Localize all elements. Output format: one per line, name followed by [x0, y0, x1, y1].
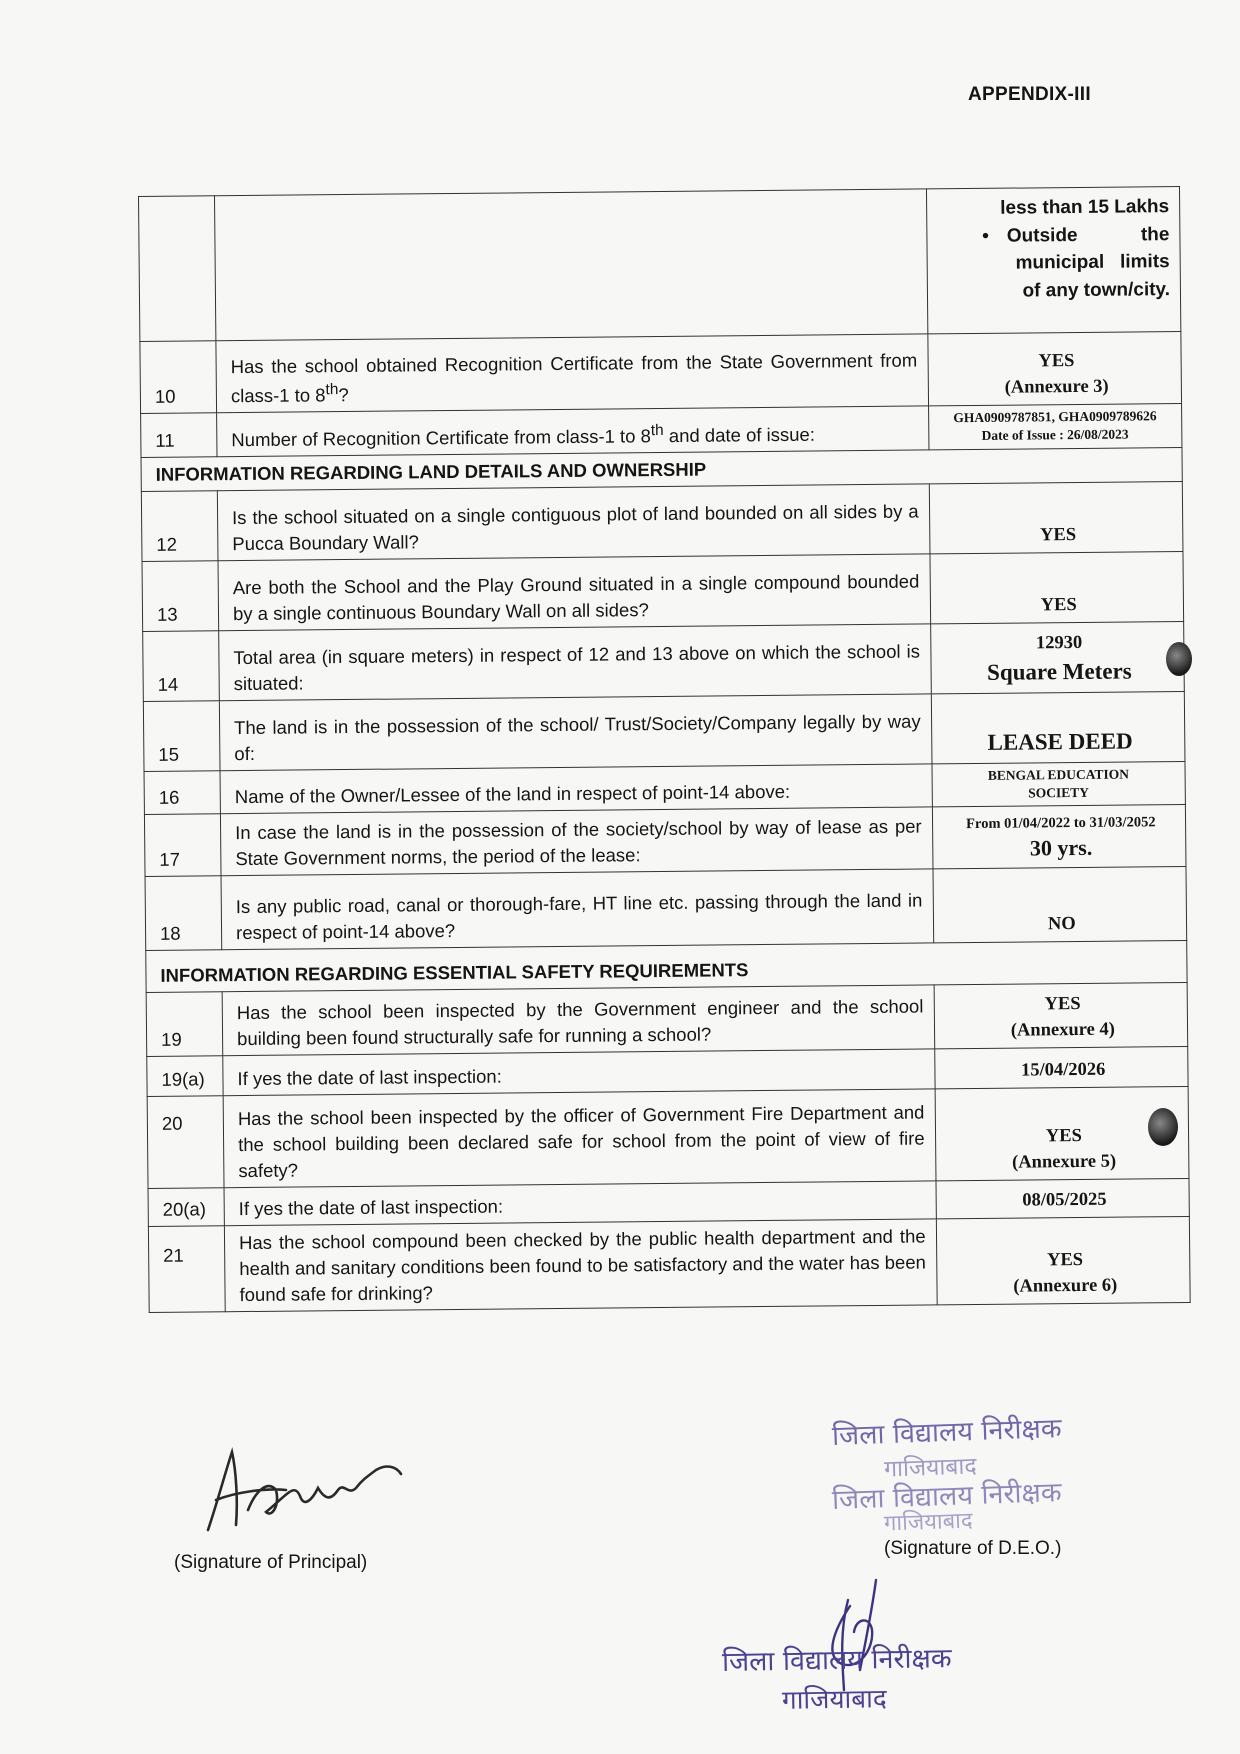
question: Has the school obtained Recognition Certificate from the State Government from class-1 to 8th?: [216, 334, 928, 413]
question: Total area (in square meters) in respect of 12 and 13 above on which the school is situated:: [219, 624, 931, 701]
answer: YES (Annexure 3): [927, 332, 1181, 406]
deo-signature-label: (Signature of D.E.O.): [884, 1538, 1062, 1559]
row-number: 13: [142, 560, 219, 631]
row-number: 20: [147, 1096, 224, 1189]
question: The land is in the possession of the school/ Trust/Society/Company legally by way of:: [219, 694, 931, 771]
deo-stamp-line: गाजियाबाद: [781, 1684, 887, 1716]
continued-row: [139, 187, 1181, 342]
row-12: [141, 481, 1183, 561]
row-15: [143, 691, 1185, 771]
question: Has the school been inspected by the officer of Government Fire Department and the school building been declared safe for school from the point of view of fire safety?: [223, 1089, 935, 1188]
row-number: 20(a): [148, 1188, 224, 1227]
row-number: 16: [144, 770, 220, 814]
answer: 12930 Square Meters: [930, 621, 1184, 693]
row-number: 11: [141, 413, 217, 457]
row-18: [145, 867, 1187, 951]
principal-signature-label: (Signature of Principal): [174, 1552, 368, 1573]
continued-answer-cell: less than 15 Lakhs • Outside the municipal limits of any town/city.: [926, 187, 1181, 335]
deo-stamp-line: जिला विद्यालय निरीक्षक: [721, 1642, 952, 1679]
row-10: [140, 332, 1182, 414]
question: Is any public road, canal or thorough-fare, HT line etc. passing through the land in respect of point-14 above?: [221, 869, 933, 950]
row-number: 14: [143, 630, 220, 701]
deo-stamp-line: गाजियाबाद: [883, 1508, 973, 1537]
question: Are both the School and the Play Ground situated in a single compound bounded by a single continuous Boundary Wall on all sides?: [218, 554, 930, 631]
answer: BENGAL EDUCATION SOCIETY: [932, 761, 1186, 807]
row-number: 21: [148, 1226, 225, 1313]
row-20: [147, 1087, 1189, 1189]
answer: 08/05/2025: [936, 1179, 1190, 1219]
binder-hole-icon: [1148, 1108, 1178, 1146]
deo-stamp-line: जिला विद्यालय निरीक्षक: [831, 1413, 1063, 1452]
section-heading: INFORMATION REGARDING LAND DETAILS AND OWNERSHIP: [141, 447, 1182, 491]
row-14: [143, 621, 1185, 701]
deo-stamp-line: गाजियाबाद: [883, 1453, 978, 1483]
bullet-icon: •: [982, 225, 989, 247]
question: Number of Recognition Certificate from class-1 to 8th and date of issue:: [217, 406, 929, 456]
row-number: 12: [141, 490, 218, 561]
binder-hole-icon: [1166, 642, 1192, 676]
row-number: 15: [143, 700, 220, 771]
answer: GHA0909787851, GHA0909789626 Date of Issue : 26/08/2023: [928, 404, 1182, 450]
answer: LEASE DEED: [931, 691, 1185, 763]
row-number: 18: [145, 876, 222, 951]
section-heading: INFORMATION REGARDING ESSENTIAL SAFETY REQUIREMENTS: [146, 941, 1187, 993]
answer: From 01/04/2022 to 31/03/2052 30 yrs.: [932, 805, 1186, 869]
answer: NO: [933, 867, 1187, 943]
appendix-label: APPENDIX-III: [968, 84, 1091, 105]
deo-stamp-line: जिला विद्यालय निरीक्षक: [831, 1477, 1063, 1516]
information-table: [138, 186, 1191, 1313]
row-number: 19: [146, 992, 223, 1057]
answer: YES (Annexure 6): [936, 1217, 1190, 1305]
question: If yes the date of last inspection:: [224, 1181, 936, 1226]
answer: YES (Annexure 5): [935, 1087, 1189, 1181]
row-17: [144, 805, 1186, 877]
row-number: 10: [140, 341, 217, 414]
row-13: [142, 551, 1184, 631]
question: In case the land is in the possession of the society/school by way of lease as per State Government norms, the period of the lease:: [220, 807, 932, 876]
question: Name of the Owner/Lessee of the land in respect of point-14 above:: [220, 764, 932, 814]
question: If yes the date of last inspection:: [223, 1049, 935, 1096]
answer: YES: [929, 481, 1183, 553]
question: Is the school situated on a single contiguous plot of land bounded on all sides by a Pucca Boundary Wall?: [217, 484, 929, 561]
answer: YES: [930, 551, 1184, 623]
row-number: 17: [144, 814, 221, 877]
question: Has the school been inspected by the Government engineer and the school building been found structurally safe for running a school?: [222, 985, 934, 1056]
answer: 15/04/2026: [934, 1047, 1188, 1089]
question: Has the school compound been checked by the public health department and the health and sanitary conditions been found to be satisfactory and the water has been found safe for drinking?: [224, 1219, 936, 1312]
principal-signature: [196, 1430, 416, 1540]
answer: YES (Annexure 4): [934, 983, 1188, 1049]
row-19: [146, 983, 1188, 1057]
row-number: 19(a): [147, 1056, 223, 1097]
row-21: [148, 1217, 1190, 1313]
